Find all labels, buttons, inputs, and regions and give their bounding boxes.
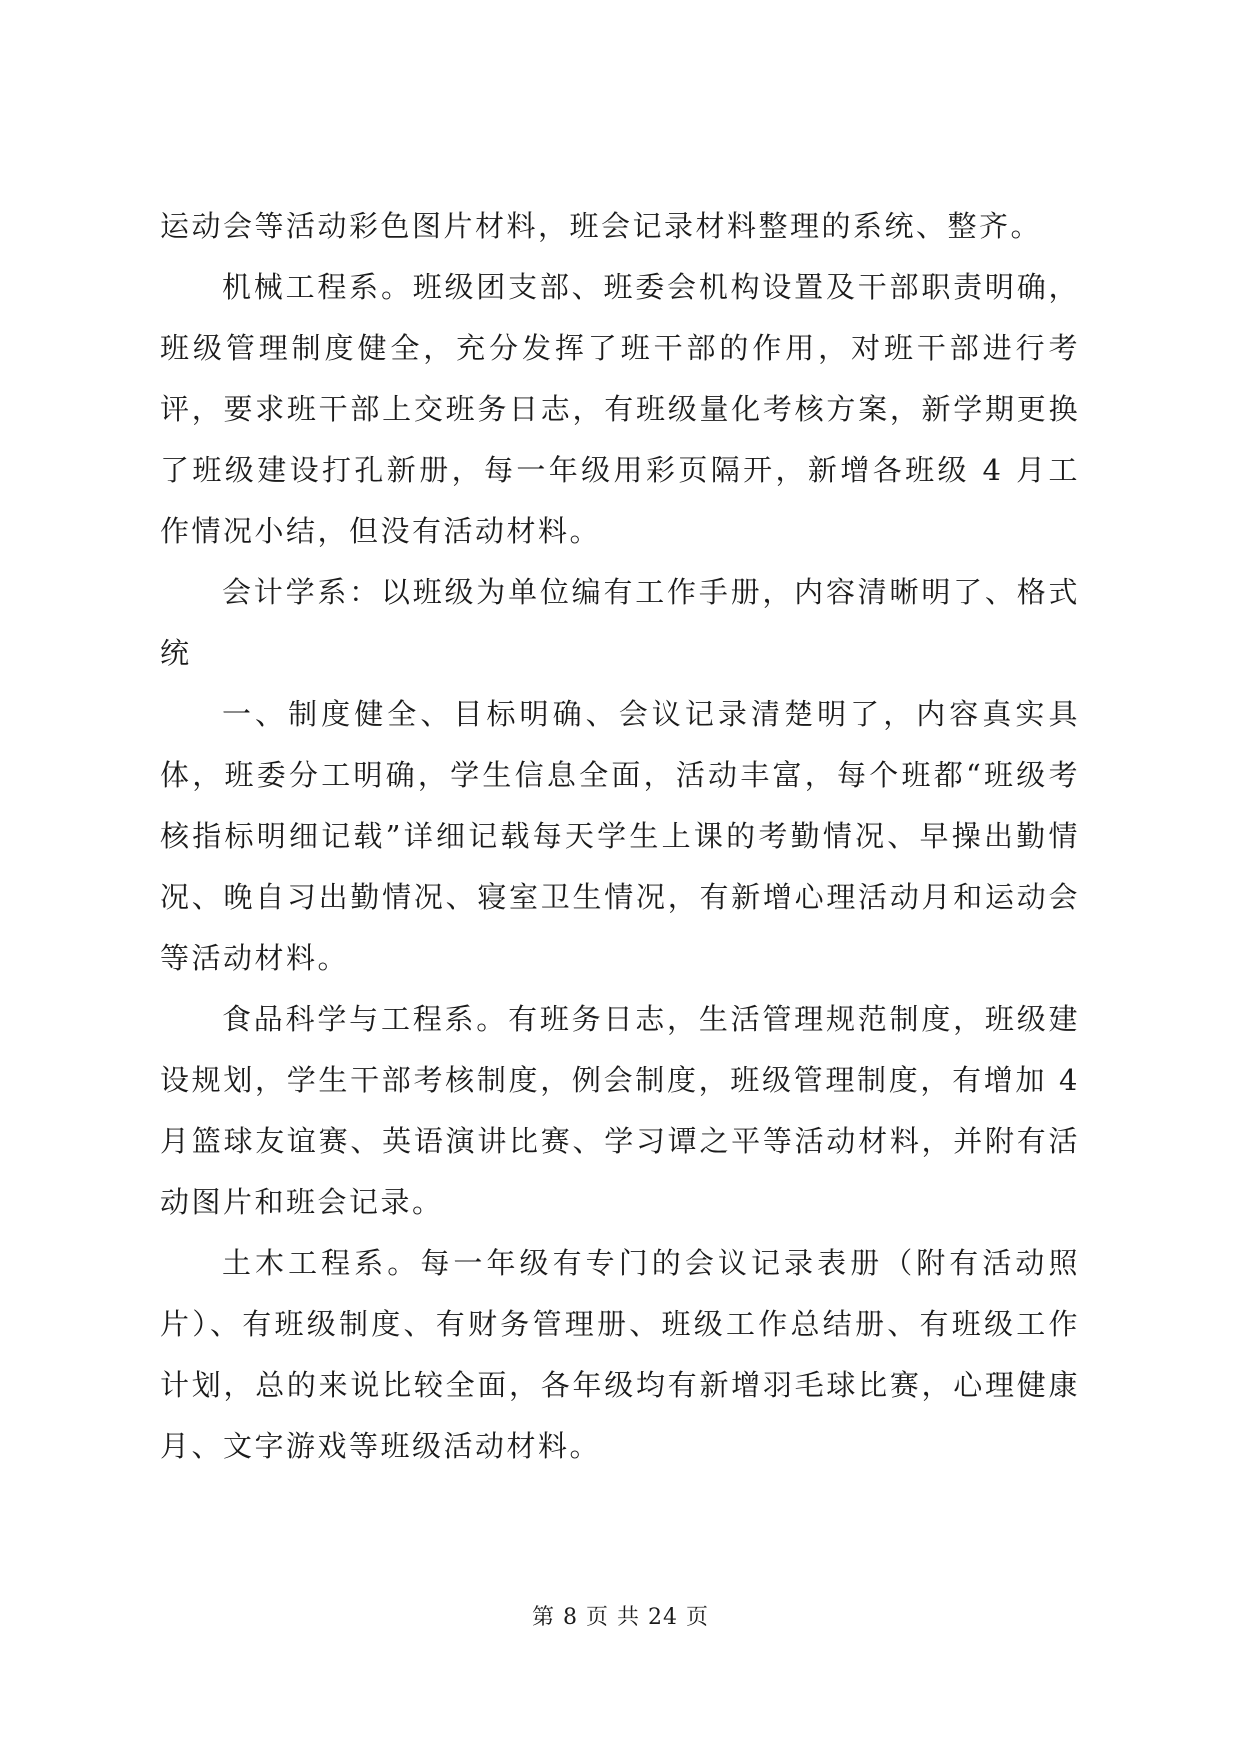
paragraph-continuation: 运动会等活动彩色图片材料，班会记录材料整理的系统、整齐。 <box>160 209 1043 243</box>
paragraph-accounting-details: 一、制度健全、目标明确、会议记录清楚明了，内容真实具体，班委分工明确，学生信息全面，活动丰富，每个班都“班级考核指标明细记载”详细记载每天学生上课的考勤情况、早操出勤情况、晚自习出勤情况、寝室卫生情况，有新增心理活动月和运动会等活动材料。 <box>160 697 1080 975</box>
paragraph-food-science: 食品科学与工程系。有班务日志，生活管理规范制度，班级建设规划，学生干部考核制度，例会制度，班级管理制度，有增加 4 月篮球友谊赛、英语演讲比赛、学习谭之平等活动材料，并附有活动图片和班会记录。 <box>160 1002 1080 1219</box>
paragraph-civil-engineering: 土木工程系。每一年级有专门的会议记录表册（附有活动照片）、有班级制度、有财务管理册、班级工作总结册、有班级工作计划，总的来说比较全面，各年级均有新增羽毛球比赛，心理健康月、文字游戏等班级活动材料。 <box>160 1246 1080 1463</box>
document-body <box>160 196 1080 1477</box>
paragraph-mechanical-engineering: 机械工程系。班级团支部、班委会机构设置及干部职责明确，班级管理制度健全，充分发挥了班干部的作用，对班干部进行考评，要求班干部上交班务日志，有班级量化考核方案，新学期更换了班级建设打孔新册，每一年级用彩页隔开，新增各班级 4 月工作情况小结，但没有活动材料。 <box>160 270 1080 548</box>
paragraph-accounting: 会计学系：以班级为单位编有工作手册，内容清晰明了、格式统 <box>160 575 1080 670</box>
page-number-footer: 第 8 页 共 24 页 <box>532 1605 709 1630</box>
